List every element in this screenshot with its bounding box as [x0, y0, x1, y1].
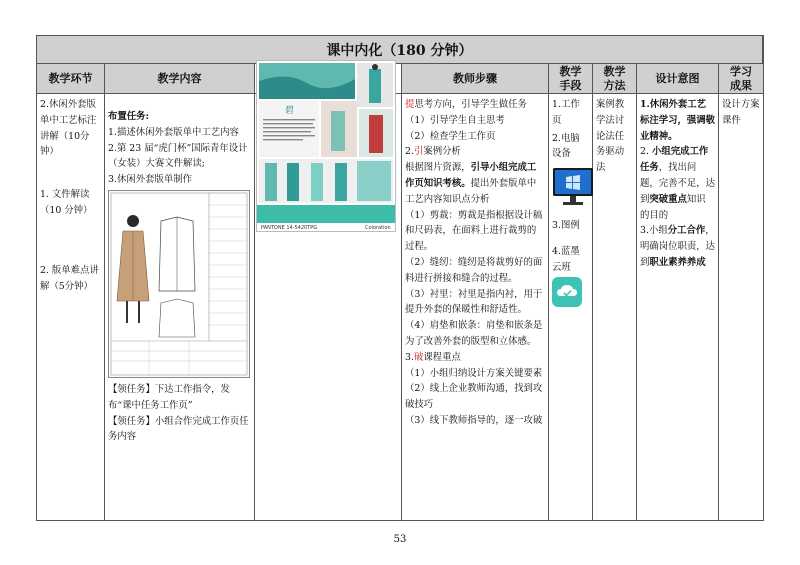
means-cell	[549, 94, 593, 520]
header-teacher-steps: 教师步骤	[402, 64, 549, 94]
computer-monitor-icon	[552, 166, 594, 210]
swatch-glyph: 碧	[285, 106, 295, 116]
step-2-desc-b: 提出外套版单中工艺内容知识点分析	[405, 177, 537, 205]
method-text: 案例教学法讨论法任务驱动法	[596, 99, 625, 174]
point-3: （3）衬里：衬里是指内衬，用于提升外套的保暖性和舒适性。	[405, 288, 543, 316]
design-3b: ，明确岗位职责，达到	[640, 225, 716, 268]
content-item-2: 2.第 23 届“虎门杯”国际青年设计（女装）大赛文件解读;	[108, 142, 248, 170]
header-method: 教学方法	[593, 64, 637, 94]
step-2-text: 案例分析	[423, 146, 461, 158]
outcome-text: 设计方案课件	[722, 99, 760, 126]
outcome-cell	[719, 94, 763, 520]
content-item-1: 1.描述休闲外套版单中工艺内容	[108, 126, 239, 138]
point-4: （4）肩垫和嵌条：肩垫和嵌条是为了改善外套的版型和立体感。	[405, 320, 543, 347]
header-design: 设计意图	[637, 64, 719, 94]
step-1-text: 思考方向，引导学生做任务	[414, 99, 527, 110]
point-1: （1）剪裁：剪裁是指根据设计稿和尺码表，在面料上进行裁剪的过程。	[405, 209, 543, 253]
spec-sheet-image	[108, 190, 250, 378]
teacher-steps-cell: 提思考方向，引导学生做任务 （1）引导学生自主思考 （2）检查学生工作页 2.引案例分析 根据图片资源，引导小组完成工作页知识考核。提出外套版单中工艺内容知识点分析 （1）剪裁：剪裁是指根据设计稿和尺码表，在面料上进行裁剪的过程。 （2）缝纫：缝纫是将裁剪好的面料进行拼接和缝合的过程。 （3）衬里：衬里是指内衬，用于提升外套的保暖性和舒适性。 （4）肩垫和嵌条：肩垫和嵌条是为了改善外套的版型和立体感。 3.破课程重点 （1）小组归纳设计方案关键要素 （2）线上企业教师沟通，找到攻破技巧 （3）线下教师指导的，逐一攻破	[402, 94, 549, 520]
step-2-mark: 引	[413, 146, 424, 158]
table-title: 课中内化（180 分钟）	[37, 36, 763, 64]
content-cell	[105, 94, 255, 520]
page-number: 53	[393, 534, 407, 545]
header-means: 教学手段	[549, 64, 593, 94]
design-2a: 2.	[640, 146, 652, 158]
design-2c: 知识的目的	[640, 193, 706, 221]
design-2-bold: 小组完成工作任务	[640, 146, 709, 174]
header-stage: 教学环节	[37, 64, 105, 94]
stage-line-2: 1. 文件解读（10 分钟）	[40, 189, 93, 216]
spec-sheet-drawing	[109, 191, 249, 377]
step-3a: （1）小组归纳设计方案关键要素	[405, 367, 543, 379]
swatch-caption-right: Coloration	[365, 225, 391, 231]
step-1-mark: 提	[405, 99, 415, 110]
design-3-bold2: 职业素养养成	[649, 256, 706, 268]
swatch-caption-left: PANTONE 14-5420TPG	[261, 225, 318, 231]
content-task-2: 【领任务】小组合作完成工作页任务内容	[108, 415, 249, 443]
design-3-bold: 分工合作	[667, 225, 706, 237]
method-cell	[593, 94, 637, 520]
means-2: 2.电脑设备	[552, 132, 580, 160]
step-3-mark: 破	[413, 351, 424, 363]
color-lookbook-image	[256, 60, 396, 232]
design-1: 1.休闲外套工艺标注学习，强调敬业精神。	[640, 99, 716, 142]
point-2: （2）缝纫：缝纫是将裁剪好的面料进行拼接和缝合的过程。	[405, 256, 543, 284]
stage-cell	[37, 94, 105, 520]
cloud-class-app-icon	[552, 277, 582, 307]
means-1: 1.工作页	[552, 99, 580, 126]
stage-line-1: 2.休闲外套版单中工艺标注讲解（10分钟）	[40, 99, 97, 158]
design-2-bold2: 突破重点	[649, 193, 687, 205]
step-1a: （1）引导学生自主思考	[405, 114, 505, 126]
header-outcome: 学习成果	[719, 64, 763, 94]
step-1b: （2）检查学生工作页	[405, 130, 496, 142]
content-heading: 布置任务:	[108, 111, 149, 122]
step-3-text: 课程重点	[423, 351, 461, 363]
means-3: 3.图例	[552, 219, 580, 231]
stage-line-3: 2. 版单难点讲解（5分钟）	[40, 264, 99, 292]
step-3c: （3）线下教师指导的，逐一攻破	[405, 414, 543, 426]
content-task-1: 【领任务】下达工作指令，发布“课中任务工作页”	[108, 383, 230, 411]
design-cell	[637, 94, 719, 520]
lesson-table	[36, 35, 764, 521]
means-4: 4.蓝墨云班	[552, 245, 580, 273]
content-item-3: 3.休闲外套版单制作	[108, 174, 192, 186]
header-content: 教学内容	[105, 64, 255, 94]
design-2b: ，找出问题，完善不足，达到	[640, 162, 716, 205]
step-2-desc-bold: 引导小组完成工作页知识考核。	[405, 162, 537, 189]
lookbook-drawing	[257, 61, 395, 231]
design-3a: 3.小组	[640, 225, 668, 237]
step-3b: （2）线上企业教师沟通，找到攻破技巧	[405, 383, 543, 411]
step-2-desc-a: 根据图片资源，	[405, 162, 471, 174]
